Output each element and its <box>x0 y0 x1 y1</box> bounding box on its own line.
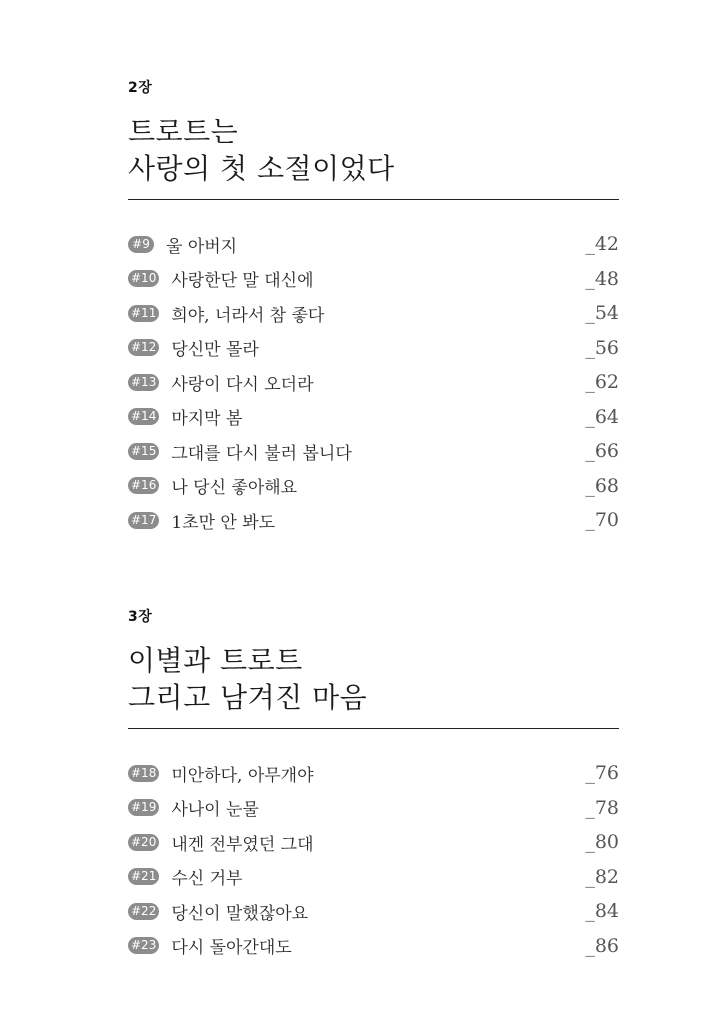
entry-page-number: _82 <box>585 865 619 888</box>
entry-title: 울 아버지 <box>166 236 238 257</box>
entry-number-badge: #23 <box>128 937 159 954</box>
entry-title: 마지막 봄 <box>171 409 243 430</box>
entry-title: 내겐 전부였던 그대 <box>171 834 314 855</box>
chapter-title-line: 이별과 트로트 <box>128 644 303 677</box>
toc-entry[interactable] <box>128 503 619 538</box>
entry-page-number: _70 <box>585 509 619 532</box>
toc-entry[interactable] <box>128 860 619 895</box>
toc-entry[interactable] <box>128 929 619 964</box>
entry-title: 1초만 안 봐도 <box>171 512 276 533</box>
entry-page-number: _64 <box>585 405 619 428</box>
toc-entry[interactable] <box>128 756 619 791</box>
entry-page-number: _68 <box>585 474 619 497</box>
entry-title: 사나이 눈물 <box>171 800 259 821</box>
chapter-title <box>128 113 619 187</box>
entry-number-badge: #13 <box>128 374 159 391</box>
chapter-label: 3장 <box>128 609 153 625</box>
entry-number-badge: #21 <box>128 868 159 885</box>
entry-page-number: _42 <box>585 233 619 256</box>
entry-page-number: _86 <box>585 934 619 957</box>
toc-entry[interactable] <box>128 296 619 331</box>
entry-title: 다시 돌아간대도 <box>171 938 292 959</box>
chapter-title-line: 트로트는 <box>128 115 239 148</box>
chapter-divider <box>128 728 619 729</box>
entry-page-number: _78 <box>585 796 619 819</box>
entry-page-number: _62 <box>585 371 619 394</box>
entry-number-badge: #18 <box>128 765 159 782</box>
entry-title: 수신 거부 <box>171 869 243 890</box>
entry-number-badge: #14 <box>128 408 159 425</box>
chapter-divider <box>128 199 619 200</box>
entry-page-number: _66 <box>585 440 619 463</box>
entry-number-badge: #17 <box>128 512 159 529</box>
chapter-label: 2장 <box>128 80 153 96</box>
toc-entry[interactable] <box>128 365 619 400</box>
entry-number-badge: #11 <box>128 305 159 322</box>
entry-title: 나 당신 좋아해요 <box>171 478 298 499</box>
entry-page-number: _56 <box>585 336 619 359</box>
entry-page-number: _76 <box>585 762 619 785</box>
entry-number-badge: #20 <box>128 834 159 851</box>
toc-entry[interactable] <box>128 262 619 297</box>
entry-page-number: _54 <box>585 302 619 325</box>
entry-number-badge: #12 <box>128 339 159 356</box>
chapter-title-line: 그리고 남겨진 마음 <box>128 681 368 714</box>
entry-number-badge: #15 <box>128 443 159 460</box>
entry-title: 희야, 너라서 참 좋다 <box>171 305 325 326</box>
entry-title: 당신만 몰라 <box>171 340 259 361</box>
entry-number-badge: #22 <box>128 903 159 920</box>
entry-number-badge: #19 <box>128 799 159 816</box>
entry-number-badge: #10 <box>128 270 159 287</box>
chapter-section <box>128 606 619 963</box>
toc-entry[interactable] <box>128 400 619 435</box>
entry-title: 그대를 다시 불러 봅니다 <box>171 443 352 464</box>
toc-entry[interactable] <box>128 894 619 929</box>
chapter-section <box>128 77 619 538</box>
toc-entry[interactable] <box>128 825 619 860</box>
chapter-title-line: 사랑의 첫 소절이었다 <box>128 152 395 185</box>
entry-list <box>128 756 619 963</box>
entry-title: 사랑이 다시 오더라 <box>171 374 314 395</box>
entry-page-number: _80 <box>585 831 619 854</box>
toc-entry[interactable] <box>128 434 619 469</box>
toc-entry[interactable] <box>128 331 619 366</box>
entry-number-badge: #9 <box>128 236 154 253</box>
toc-entry[interactable] <box>128 469 619 504</box>
entry-list <box>128 227 619 538</box>
entry-number-badge: #16 <box>128 477 159 494</box>
entry-title: 사랑한단 말 대신에 <box>171 271 314 292</box>
entry-title: 당신이 말했잖아요 <box>171 903 309 924</box>
chapter-title <box>128 642 619 716</box>
entry-page-number: _84 <box>585 900 619 923</box>
toc-entry[interactable] <box>128 227 619 262</box>
entry-title: 미안하다, 아무개야 <box>171 765 314 786</box>
toc-entry[interactable] <box>128 791 619 826</box>
entry-page-number: _48 <box>585 267 619 290</box>
